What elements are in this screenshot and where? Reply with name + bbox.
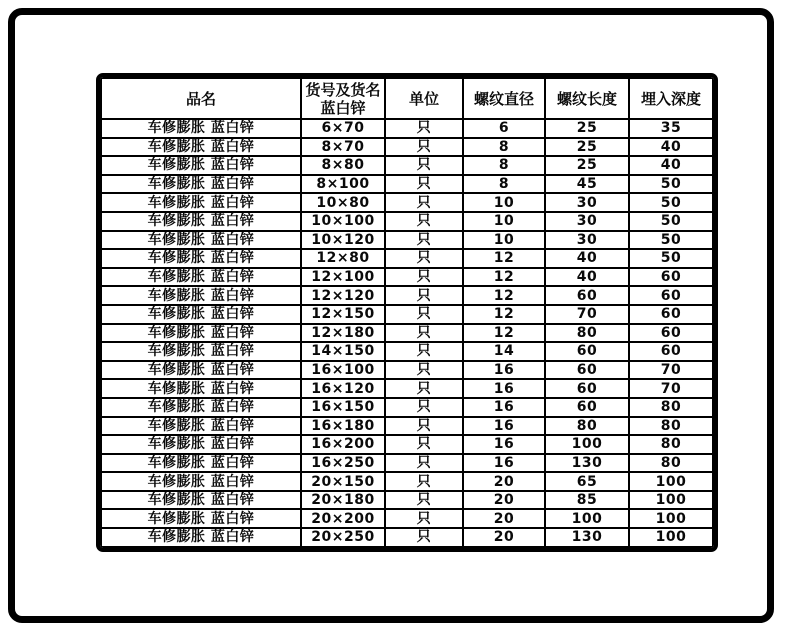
table-cell: 只 [385,119,463,138]
table-cell: 100 [629,472,713,491]
table-row [101,193,713,212]
table-cell: 60 [629,342,713,361]
column-header-embed-depth: 埋入深度 [629,78,713,119]
table-cell: 只 [385,454,463,473]
table-row [101,454,713,473]
table-cell: 只 [385,435,463,454]
table-cell: 只 [385,324,463,343]
table-row [101,528,713,547]
table-cell: 6×70 [301,119,385,138]
table-cell: 只 [385,398,463,417]
table-cell: 130 [545,528,629,547]
table-cell: 70 [629,361,713,380]
table-cell: 12 [463,324,545,343]
table-cell: 12×180 [301,324,385,343]
table-row [101,286,713,305]
table-cell: 车修膨胀 蓝白锌 [101,472,301,491]
table-row [101,119,713,138]
table-cell: 16 [463,361,545,380]
table-cell: 车修膨胀 蓝白锌 [101,528,301,547]
table-cell: 60 [629,305,713,324]
table-cell: 60 [545,361,629,380]
table-cell: 40 [545,268,629,287]
spec-table-container [96,73,718,552]
table-cell: 100 [629,491,713,510]
table-cell: 20 [463,509,545,528]
table-cell: 60 [629,286,713,305]
column-header-product-name: 品名 [101,78,301,119]
table-cell: 16 [463,398,545,417]
table-cell: 80 [629,417,713,436]
table-cell: 只 [385,286,463,305]
table-cell: 车修膨胀 蓝白锌 [101,249,301,268]
table-cell: 车修膨胀 蓝白锌 [101,454,301,473]
table-cell: 只 [385,342,463,361]
table-cell: 60 [545,379,629,398]
table-cell: 100 [545,435,629,454]
table-cell: 只 [385,417,463,436]
table-cell: 10 [463,231,545,250]
table-cell: 60 [545,342,629,361]
table-cell: 只 [385,249,463,268]
table-cell: 40 [629,156,713,175]
table-body [101,119,713,547]
table-cell: 100 [629,509,713,528]
table-cell: 50 [629,212,713,231]
page-frame [8,8,774,623]
table-cell: 16 [463,417,545,436]
table-cell: 只 [385,212,463,231]
table-cell: 车修膨胀 蓝白锌 [101,286,301,305]
table-cell: 14×150 [301,342,385,361]
table-cell: 只 [385,156,463,175]
table-cell: 12 [463,305,545,324]
table-cell: 只 [385,528,463,547]
table-cell: 80 [629,454,713,473]
table-cell: 12×150 [301,305,385,324]
table-row [101,342,713,361]
table-cell: 车修膨胀 蓝白锌 [101,379,301,398]
table-row [101,435,713,454]
table-cell: 10×100 [301,212,385,231]
table-cell: 8 [463,175,545,194]
table-cell: 14 [463,342,545,361]
table-cell: 60 [545,398,629,417]
table-row [101,212,713,231]
table-cell: 6 [463,119,545,138]
table-row [101,138,713,157]
table-cell: 60 [629,324,713,343]
table-cell: 车修膨胀 蓝白锌 [101,324,301,343]
table-cell: 20×150 [301,472,385,491]
table-header-row [101,78,713,119]
table-cell: 只 [385,138,463,157]
table-cell: 只 [385,175,463,194]
column-header-item-number: 货号及货名 蓝白锌 [301,78,385,119]
table-cell: 35 [629,119,713,138]
table-row [101,175,713,194]
table-cell: 20 [463,472,545,491]
table-cell: 50 [629,175,713,194]
table-row [101,361,713,380]
table-cell: 16×100 [301,361,385,380]
table-cell: 车修膨胀 蓝白锌 [101,305,301,324]
table-cell: 8 [463,156,545,175]
product-spec-table [100,77,714,548]
table-cell: 50 [629,231,713,250]
table-row [101,379,713,398]
table-cell: 只 [385,509,463,528]
table-cell: 60 [545,286,629,305]
table-cell: 12 [463,249,545,268]
table-row [101,509,713,528]
table-cell: 12×100 [301,268,385,287]
table-cell: 20×200 [301,509,385,528]
table-cell: 16×150 [301,398,385,417]
table-cell: 25 [545,138,629,157]
table-cell: 10×80 [301,193,385,212]
table-row [101,249,713,268]
table-row [101,156,713,175]
table-cell: 60 [629,268,713,287]
table-cell: 25 [545,119,629,138]
table-cell: 50 [629,193,713,212]
table-cell: 16 [463,379,545,398]
table-cell: 16 [463,454,545,473]
table-row [101,472,713,491]
table-cell: 只 [385,361,463,380]
table-row [101,231,713,250]
table-cell: 只 [385,472,463,491]
column-header-thread-length: 螺纹长度 [545,78,629,119]
table-cell: 只 [385,268,463,287]
table-cell: 80 [545,324,629,343]
table-cell: 16×120 [301,379,385,398]
table-cell: 车修膨胀 蓝白锌 [101,268,301,287]
table-cell: 只 [385,305,463,324]
table-cell: 只 [385,491,463,510]
table-cell: 车修膨胀 蓝白锌 [101,175,301,194]
table-cell: 10 [463,193,545,212]
table-cell: 100 [629,528,713,547]
table-cell: 25 [545,156,629,175]
table-cell: 80 [545,417,629,436]
table-cell: 30 [545,212,629,231]
table-cell: 12 [463,286,545,305]
table-cell: 30 [545,231,629,250]
table-row [101,268,713,287]
table-cell: 16×200 [301,435,385,454]
table-row [101,305,713,324]
table-cell: 12 [463,268,545,287]
table-cell: 车修膨胀 蓝白锌 [101,156,301,175]
table-cell: 车修膨胀 蓝白锌 [101,398,301,417]
table-cell: 车修膨胀 蓝白锌 [101,491,301,510]
table-cell: 车修膨胀 蓝白锌 [101,342,301,361]
table-cell: 车修膨胀 蓝白锌 [101,435,301,454]
table-cell: 80 [629,398,713,417]
table-cell: 车修膨胀 蓝白锌 [101,193,301,212]
table-row [101,417,713,436]
table-cell: 8×70 [301,138,385,157]
table-cell: 10 [463,212,545,231]
column-header-thread-diameter: 螺纹直径 [463,78,545,119]
column-header-unit: 单位 [385,78,463,119]
table-cell: 45 [545,175,629,194]
table-cell: 车修膨胀 蓝白锌 [101,417,301,436]
table-cell: 65 [545,472,629,491]
table-cell: 8×80 [301,156,385,175]
table-cell: 车修膨胀 蓝白锌 [101,138,301,157]
table-cell: 70 [629,379,713,398]
table-cell: 12×120 [301,286,385,305]
table-cell: 10×120 [301,231,385,250]
table-cell: 车修膨胀 蓝白锌 [101,231,301,250]
table-cell: 80 [629,435,713,454]
table-row [101,491,713,510]
table-cell: 20×250 [301,528,385,547]
table-cell: 只 [385,379,463,398]
table-cell: 车修膨胀 蓝白锌 [101,119,301,138]
table-cell: 50 [629,249,713,268]
table-cell: 只 [385,193,463,212]
table-row [101,398,713,417]
table-cell: 40 [545,249,629,268]
table-cell: 12×80 [301,249,385,268]
table-header [101,78,713,119]
table-cell: 只 [385,231,463,250]
table-cell: 20 [463,491,545,510]
table-cell: 16×180 [301,417,385,436]
table-cell: 16×250 [301,454,385,473]
table-row [101,324,713,343]
table-cell: 16 [463,435,545,454]
table-cell: 8 [463,138,545,157]
table-cell: 车修膨胀 蓝白锌 [101,509,301,528]
table-cell: 20 [463,528,545,547]
table-cell: 30 [545,193,629,212]
table-cell: 40 [629,138,713,157]
table-cell: 70 [545,305,629,324]
table-cell: 车修膨胀 蓝白锌 [101,212,301,231]
table-cell: 100 [545,509,629,528]
table-cell: 20×180 [301,491,385,510]
table-cell: 8×100 [301,175,385,194]
table-cell: 车修膨胀 蓝白锌 [101,361,301,380]
table-cell: 130 [545,454,629,473]
table-cell: 85 [545,491,629,510]
